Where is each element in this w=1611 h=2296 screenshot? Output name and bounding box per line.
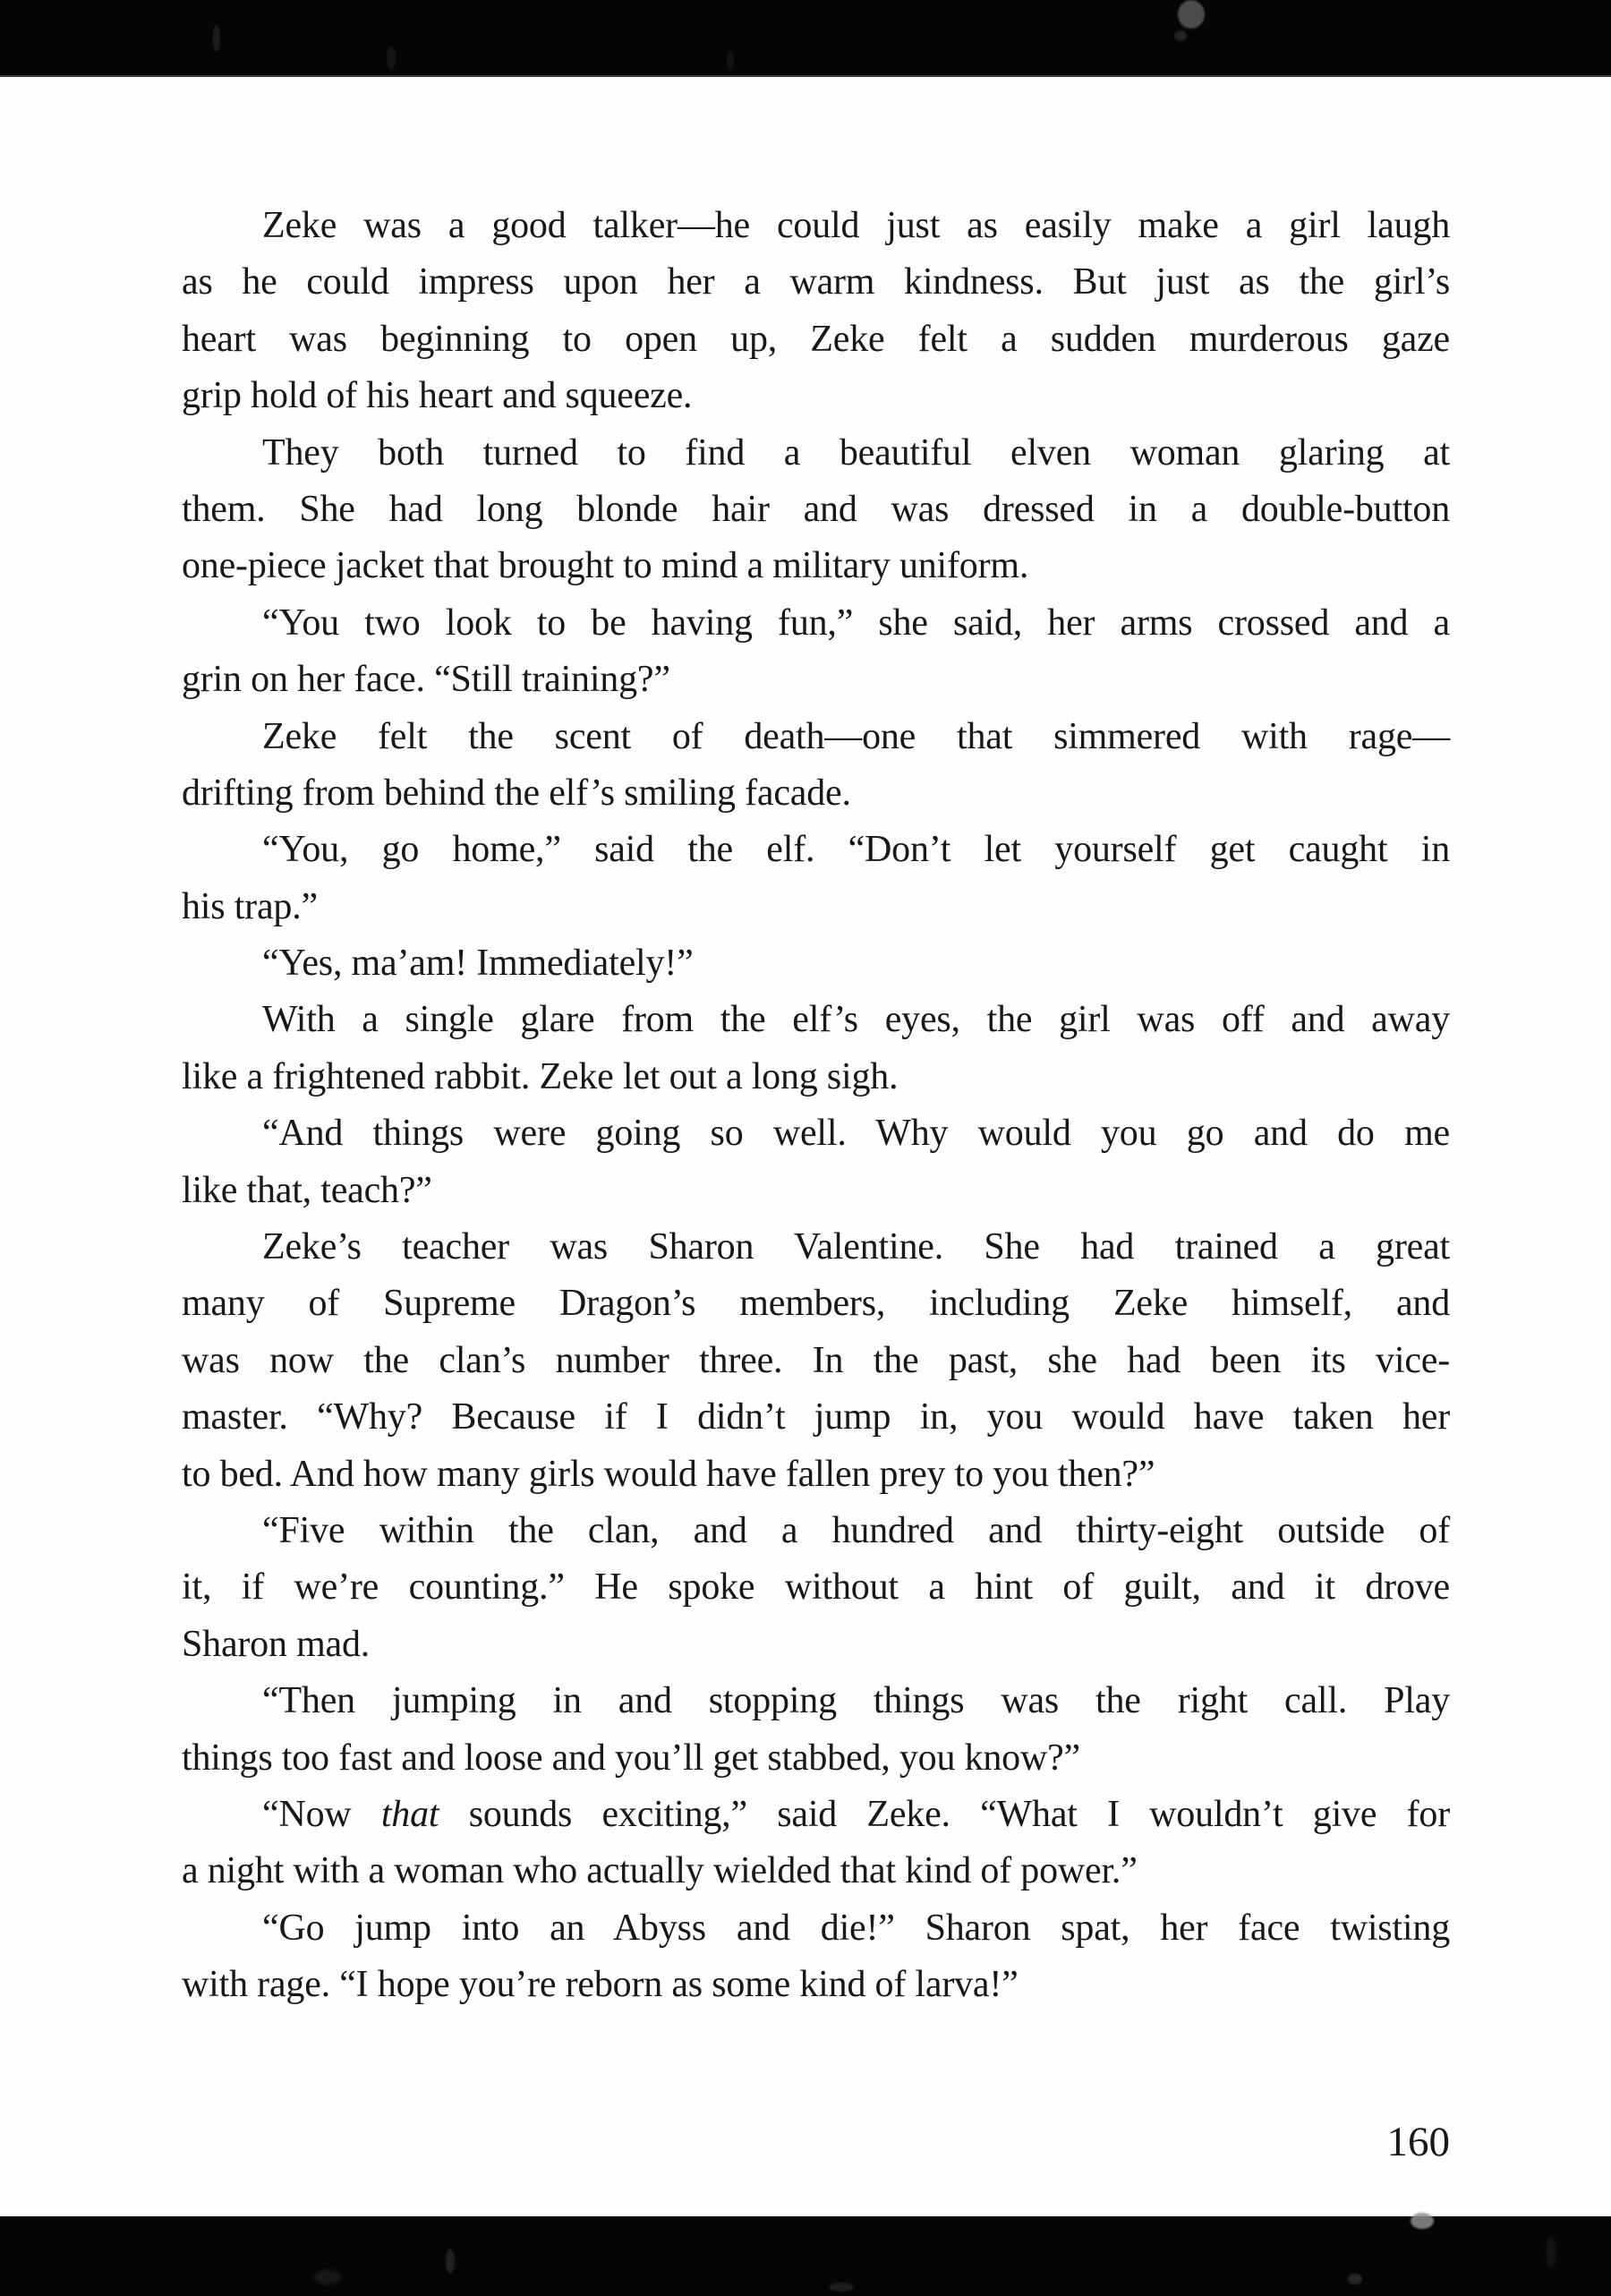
text-line: to bed. And how many girls would have fallen prey to you then?” bbox=[182, 1453, 1155, 1495]
text-line: things too fast and loose and you’ll get stabbed, you know?” bbox=[182, 1737, 1080, 1779]
text-line: them. She had long blonde hair and was dressed in a double-button bbox=[182, 488, 1450, 530]
text-line: grin on her face. “Still training?” bbox=[182, 659, 670, 701]
bottom-scan-bar bbox=[0, 2216, 1611, 2296]
text-line: drifting from behind the elf’s smiling facade. bbox=[182, 772, 851, 814]
text-line: Zeke felt the scent of death—one that simmered with rage— bbox=[262, 715, 1450, 757]
text-line: With a single glare from the elf’s eyes, the girl was off and away bbox=[262, 999, 1450, 1041]
text-line: heart was beginning to open up, Zeke felt a sudden murderous gaze bbox=[182, 318, 1450, 360]
page-number: 160 bbox=[1386, 2119, 1450, 2165]
text-line: like that, teach?” bbox=[182, 1169, 432, 1211]
text-line: They both turned to find a beautiful elven woman glaring at bbox=[262, 431, 1450, 474]
top-scan-bar bbox=[0, 0, 1611, 77]
text-line: his trap.” bbox=[182, 885, 318, 927]
text-line: “Go jump into an Abyss and die!” Sharon spat, her face twisting bbox=[262, 1907, 1450, 1949]
text-line: master. “Why? Because if I didn’t jump in, you would have taken her bbox=[182, 1396, 1450, 1438]
text-line: with rage. “I hope you’re reborn as some kind of larva!” bbox=[182, 1964, 1019, 2006]
text-line: one-piece jacket that brought to mind a military uniform. bbox=[182, 545, 1029, 587]
text-line: Sharon mad. bbox=[182, 1623, 371, 1665]
text-line: “You two look to be having fun,” she said, her arms crossed and a bbox=[262, 602, 1450, 644]
text-line: “And things were going so well. Why would you go and do me bbox=[262, 1113, 1450, 1155]
text-line: many of Supreme Dragon’s members, including Zeke himself, and bbox=[182, 1283, 1450, 1325]
text-line: Zeke’s teacher was Sharon Valentine. She had trained a great bbox=[262, 1226, 1450, 1268]
text-line: “You, go home,” said the elf. “Don’t let yourself get caught in bbox=[262, 829, 1450, 871]
text-line: “Now that sounds exciting,” said Zeke. “What I wouldn’t give for bbox=[262, 1793, 1450, 1835]
text-line: it, if we’re counting.” He spoke without a hint of guilt, and it drove bbox=[182, 1566, 1450, 1609]
text-line: “Five within the clan, and a hundred and thirty-eight outside of bbox=[262, 1509, 1450, 1551]
text-line: grip hold of his heart and squeeze. bbox=[182, 375, 693, 417]
body-text bbox=[182, 198, 1450, 2014]
text-line: as he could impress upon her a warm kindness. But just as the girl’s bbox=[182, 261, 1450, 303]
text-line: “Yes, ma’am! Immediately!” bbox=[262, 943, 694, 985]
text-line: “Then jumping in and stopping things was the right call. Play bbox=[262, 1680, 1450, 1722]
text-line: like a frightened rabbit. Zeke let out a long sigh. bbox=[182, 1055, 899, 1097]
text-line: was now the clan’s number three. In the past, she had been its vice- bbox=[182, 1339, 1450, 1381]
text-line: Zeke was a good talker—he could just as easily make a girl laugh bbox=[262, 205, 1450, 246]
text-line: a night with a woman who actually wielded that kind of power.” bbox=[182, 1850, 1138, 1892]
